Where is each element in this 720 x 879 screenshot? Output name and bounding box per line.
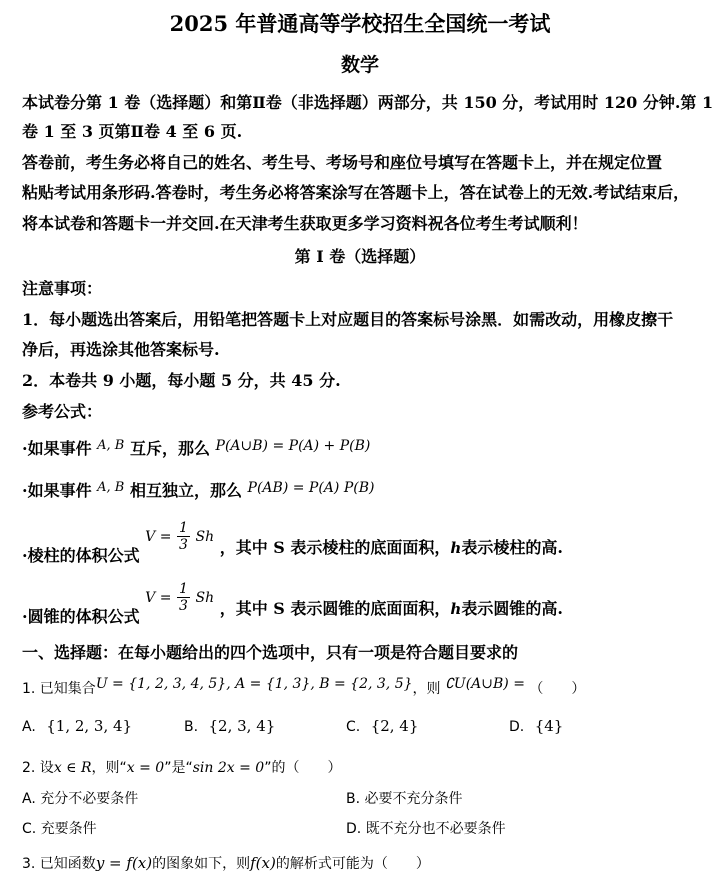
formula-rhs: Sh [195, 529, 215, 545]
formula-end: 表示棱柱的高. [461, 538, 563, 557]
question-2-option-a[interactable] [22, 788, 138, 808]
formula-prefix: ·如果事件 [22, 481, 92, 500]
question-prefix: 1. 已知集合 [22, 681, 96, 697]
formula-suffix: ，其中 S 表示棱柱的底面面积， [219, 538, 451, 557]
formula-cone-volume [22, 581, 563, 626]
formula-h: h [450, 539, 462, 557]
fraction-denominator: 3 [179, 537, 188, 553]
question-mid-2: ”是“ [164, 760, 193, 776]
formula-prefix: ·圆锥的体积公式 [22, 607, 140, 626]
question-prefix: 2. 设 [22, 760, 54, 776]
option-value: 必要不充分条件 [364, 791, 463, 807]
intro-line-4: 粘贴考试用条形码.答卷时，考生务必将答案涂写在答题卡上，答在试卷上的无效.考试结束后， [22, 183, 690, 202]
question-1-option-d[interactable] [509, 717, 563, 735]
option-label: B. [184, 719, 199, 735]
formula-lhs: V = [145, 529, 172, 545]
fraction-denominator: 3 [179, 598, 188, 614]
formula-prefix: ·棱柱的体积公式 [22, 546, 140, 565]
option-value: {1, 2, 3, 4} [46, 717, 133, 735]
option-label: A. [22, 791, 36, 807]
formula-events: A, B [97, 480, 125, 495]
option-value: 既不充分也不必要条件 [365, 821, 506, 837]
question-mid-1: ，则“ [91, 760, 127, 776]
fraction-one-third [177, 581, 190, 614]
formula-mutually-exclusive [22, 436, 370, 459]
formula-rhs: Sh [195, 590, 215, 606]
fraction-numerator: 1 [179, 520, 188, 536]
question-expression: ∁U(A∪B) = [444, 676, 525, 692]
intro-line-3: 答卷前，考生务必将自己的姓名、考生号、考场号和座位号填写在答题卡上，并在规定位置 [22, 153, 663, 172]
formula-mid: 相互独立，那么 [129, 481, 242, 500]
option-value: {2, 3, 4} [208, 717, 276, 735]
option-label: A. [22, 719, 36, 735]
question-2-option-c[interactable] [22, 818, 97, 838]
question-function-2: f(x) [250, 854, 276, 872]
question-condition-1: x = 0 [126, 760, 165, 776]
notice-2: 2．本卷共 9 小题，每小题 5 分，共 45 分. [22, 371, 341, 390]
question-function: y = f(x) [95, 854, 153, 872]
exam-title: 2025 年普通高等学校招生全国统一考试 [169, 11, 551, 36]
question-1-option-a[interactable] [22, 717, 132, 735]
question-1-option-b[interactable] [184, 717, 275, 735]
question-end: 的解析式可能为（ ） [275, 856, 430, 872]
option-label: C. [22, 821, 37, 837]
formula-lhs: V = [145, 590, 172, 606]
option-value: 充分不必要条件 [40, 791, 139, 807]
question-2-option-b[interactable] [346, 788, 463, 808]
question-2-option-d[interactable] [346, 818, 506, 838]
formula-events: A, B [97, 438, 125, 453]
intro-line-1: 本试卷分第 1 卷（选择题）和第Ⅱ卷（非选择题）两部分，共 150 分，考试用时 120 分钟.第 1 [22, 93, 714, 112]
formula-suffix: ，其中 S 表示圆锥的底面面积， [219, 599, 451, 618]
question-mid: 的图象如下，则 [152, 856, 251, 872]
formula-prism-volume [22, 520, 563, 565]
formula-mid: 互斥，那么 [129, 439, 210, 458]
option-label: D. [346, 821, 362, 837]
answer-blank: （ ） [529, 681, 586, 697]
notice-1-line-1: 1．每小题选出答案后，用铅笔把答题卡上对应题目的答案标号涂黑．如需改动，用橡皮擦干 [22, 310, 674, 329]
part-one-heading: 一、选择题：在每小题给出的四个选项中，只有一项是符合题目要求的 [22, 643, 519, 662]
option-label: C. [346, 719, 361, 735]
intro-line-2: 卷 1 至 3 页第Ⅱ卷 4 至 6 页. [22, 122, 243, 141]
notice-1-line-2: 净后，再选涂其他答案标号. [22, 340, 220, 359]
question-condition-2: sin 2x = 0 [192, 760, 265, 776]
question-1-stem [22, 678, 585, 698]
question-3-stem [22, 853, 430, 873]
fraction-numerator: 1 [179, 581, 188, 597]
question-mid: ，则 [412, 681, 441, 697]
formula-prefix: ·如果事件 [22, 439, 92, 458]
formula-h: h [450, 600, 462, 618]
section-heading: 第 I 卷（选择题） [294, 247, 426, 266]
question-prefix: 3. 已知函数 [22, 856, 96, 872]
formula-expression: P(A∪B) = P(A) + P(B) [215, 438, 371, 454]
exam-subject: 数学 [340, 54, 379, 76]
option-label: D. [509, 719, 525, 735]
intro-line-5: 将本试卷和答题卡一并交回.在天津考生获取更多学习资料祝各位考生考试顺利！ [22, 214, 588, 233]
formula-end: 表示圆锥的高. [461, 599, 563, 618]
option-value: 充要条件 [40, 821, 97, 837]
question-sets: U = {1, 2, 3, 4, 5}, A = {1, 3}, B = {2, 3, 5} [95, 676, 413, 692]
question-end: ”的（ ） [264, 760, 342, 776]
fraction-one-third [177, 520, 190, 553]
formula-expression: P(AB) = P(A) P(B) [247, 480, 375, 496]
question-1-option-c[interactable] [346, 717, 418, 735]
option-value: {4} [534, 717, 564, 735]
question-2-stem [22, 757, 341, 777]
question-var: x ∈ R [53, 760, 92, 776]
formula-label: 参考公式： [22, 402, 103, 421]
option-label: B. [346, 791, 361, 807]
option-value: {2, 4} [370, 717, 419, 735]
formula-independent [22, 478, 374, 501]
notice-label: 注意事项： [22, 279, 103, 298]
